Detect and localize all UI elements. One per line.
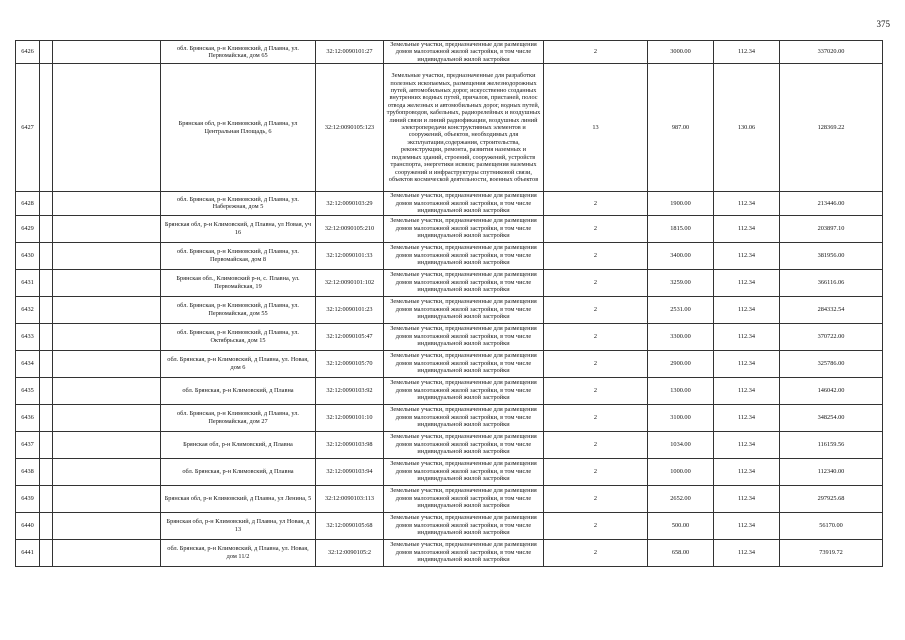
table-row [16,539,883,566]
cadastral-value-cell: 370722.00 [780,323,883,350]
rate-cell: 112.34 [714,404,780,431]
group-cell: 2 [544,431,648,458]
group-cell: 2 [544,350,648,377]
rate-cell: 112.34 [714,215,780,242]
spacer-cell [40,242,53,269]
cadastral-number-cell: 32:12:0090101:10 [316,404,384,431]
rate-cell: 112.34 [714,350,780,377]
cadastral-value-cell: 213446.00 [780,192,883,215]
land-use-cell: Земельные участки, предназначенные для размещения домов малоэтажной жилой застройки, в том числе индивидуальной жилой застройки [384,377,544,404]
spacer-cell [53,431,161,458]
row-number: 6426 [16,41,40,64]
table-body [16,41,883,567]
cadastral-value-cell: 146042.00 [780,377,883,404]
table-row [16,215,883,242]
group-cell: 2 [544,215,648,242]
table-row [16,296,883,323]
area-cell: 1815.00 [648,215,714,242]
cadastral-number-cell: 32:12:0090105:123 [316,64,384,192]
address-cell: обл. Брянская, р-н Климовский, д Плавна, ул. Первомайская, дом 8 [161,242,316,269]
rate-cell: 130.06 [714,64,780,192]
address-cell: обл. Брянская, р-н Климовский, д Плавна, ул. Октябрьская, дом 15 [161,323,316,350]
land-use-cell: Земельные участки, предназначенные для размещения домов малоэтажной жилой застройки, в том числе индивидуальной жилой застройки [384,458,544,485]
rate-cell: 112.34 [714,242,780,269]
cadastral-value-cell: 297925.68 [780,485,883,512]
spacer-cell [53,41,161,64]
cadastral-number-cell: 32:12:0090105:68 [316,512,384,539]
row-number: 6429 [16,215,40,242]
spacer-cell [40,323,53,350]
group-cell: 2 [544,269,648,296]
row-number: 6430 [16,242,40,269]
cadastral-value-cell: 366116.06 [780,269,883,296]
address-cell: Брянская обл, р-н Климовский, д Плавна, ул Новая, уч 16 [161,215,316,242]
land-use-cell: Земельные участки, предназначенные для размещения домов малоэтажной жилой застройки, в том числе индивидуальной жилой застройки [384,350,544,377]
cadastral-value-cell: 337020.00 [780,41,883,64]
cadastral-number-cell: 32:12:0090101:27 [316,41,384,64]
rate-cell: 112.34 [714,192,780,215]
group-cell: 2 [544,512,648,539]
land-use-cell: Земельные участки, предназначенные для размещения домов малоэтажной жилой застройки, в том числе индивидуальной жилой застройки [384,215,544,242]
cadastral-number-cell: 32:12:0090101:102 [316,269,384,296]
spacer-cell [53,458,161,485]
land-use-cell: Земельные участки, предназначенные для размещения домов малоэтажной жилой застройки, в том числе индивидуальной жилой застройки [384,192,544,215]
row-number: 6432 [16,296,40,323]
land-use-cell: Земельные участки, предназначенные для размещения домов малоэтажной жилой застройки, в том числе индивидуальной жилой застройки [384,296,544,323]
address-cell: обл. Брянская, р-н Климовский, д Плавна, ул. Набережная, дом 5 [161,192,316,215]
spacer-cell [40,269,53,296]
row-number: 6433 [16,323,40,350]
land-use-cell: Земельные участки, предназначенные для размещения домов малоэтажной жилой застройки, в том числе индивидуальной жилой застройки [384,512,544,539]
group-cell: 2 [544,404,648,431]
cadastral-number-cell: 32:12:0090105:210 [316,215,384,242]
address-cell: обл. Брянская, р-н Климовский, д Плавна, ул. Новая, дом 6 [161,350,316,377]
address-cell: обл. Брянская, р-н Климовский, д Плавна, ул. Первомайская, дом 55 [161,296,316,323]
group-cell: 2 [544,485,648,512]
row-number: 6427 [16,64,40,192]
spacer-cell [53,539,161,566]
area-cell: 987.00 [648,64,714,192]
table-row [16,458,883,485]
spacer-cell [53,404,161,431]
spacer-cell [40,296,53,323]
address-cell: обл. Брянская, р-н Климовский, д Плавна, ул. Первомайская, дом 27 [161,404,316,431]
spacer-cell [40,539,53,566]
spacer-cell [40,41,53,64]
group-cell: 13 [544,64,648,192]
group-cell: 2 [544,192,648,215]
cadastral-number-cell: 32:12:0090101:23 [316,296,384,323]
table-row [16,485,883,512]
row-number: 6435 [16,377,40,404]
cadastral-number-cell: 32:12:0090105:70 [316,350,384,377]
spacer-cell [40,512,53,539]
rate-cell: 112.34 [714,512,780,539]
spacer-cell [53,215,161,242]
cadastral-number-cell: 32:12:0090103:29 [316,192,384,215]
group-cell: 2 [544,323,648,350]
row-number: 6436 [16,404,40,431]
page-number: 375 [876,19,890,29]
table-row [16,377,883,404]
group-cell: 2 [544,242,648,269]
land-use-cell: Земельные участки, предназначенные для разработки полезных ископаемых, размещения железнодорожных путей, автомобильных дорог, искусственно созданных внутренних водных путей, причалов, пристаней, полос отвода железных и автомобильных дорог, водных путей, трубопроводов, кабельных, радиорелейных и воздушных линий связи и линий радиофикации, воздушных линий электропередачи конструктивных элементов и сооружений, объектов, необходимых для эксплуатации,содержания, строительства, реконструкции, ремонта, развития наземных и подземных зданий, строений, сооружений, устройств транспорта, энергетики исвязи; размещения наземных сооружений и инфраструктуры спутниковой связи, объектов космической деятельности, военных объектов [384,64,544,192]
area-cell: 3000.00 [648,41,714,64]
table-row [16,404,883,431]
cadastral-value-cell: 348254.00 [780,404,883,431]
area-cell: 1034.00 [648,431,714,458]
spacer-cell [40,350,53,377]
rate-cell: 112.34 [714,323,780,350]
address-cell: Брянская обл, р-н Климовский, д Плавна [161,431,316,458]
area-cell: 1300.00 [648,377,714,404]
area-cell: 2652.00 [648,485,714,512]
spacer-cell [53,323,161,350]
cadastral-number-cell: 32:12:0090103:94 [316,458,384,485]
spacer-cell [40,404,53,431]
group-cell: 2 [544,539,648,566]
cadastral-value-cell: 112340.00 [780,458,883,485]
rate-cell: 112.34 [714,377,780,404]
rate-cell: 112.34 [714,41,780,64]
land-use-cell: Земельные участки, предназначенные для размещения домов малоэтажной жилой застройки, в том числе индивидуальной жилой застройки [384,539,544,566]
table-row [16,192,883,215]
cadastral-value-cell: 116159.56 [780,431,883,458]
cadastral-number-cell: 32:12:0090105:47 [316,323,384,350]
row-number: 6439 [16,485,40,512]
spacer-cell [40,215,53,242]
cadastral-number-cell: 32:12:0090103:98 [316,431,384,458]
table-row [16,350,883,377]
area-cell: 2531.00 [648,296,714,323]
row-number: 6441 [16,539,40,566]
land-use-cell: Земельные участки, предназначенные для размещения домов малоэтажной жилой застройки, в том числе индивидуальной жилой застройки [384,431,544,458]
land-use-cell: Земельные участки, предназначенные для размещения домов малоэтажной жилой застройки, в том числе индивидуальной жилой застройки [384,323,544,350]
cadastral-value-cell: 56170.00 [780,512,883,539]
address-cell: Брянская обл, р-н Климовский, д Плавна, ул Центральная Площадь, 6 [161,64,316,192]
spacer-cell [40,377,53,404]
area-cell: 3100.00 [648,404,714,431]
cadastral-number-cell: 32:12:0090103:113 [316,485,384,512]
row-number: 6437 [16,431,40,458]
table-row [16,242,883,269]
spacer-cell [53,350,161,377]
address-cell: Брянская обл, р-н Климовский, д Плавна, ул Ленина, 5 [161,485,316,512]
area-cell: 3259.00 [648,269,714,296]
area-cell: 2900.00 [648,350,714,377]
rate-cell: 112.34 [714,431,780,458]
cadastral-value-cell: 381956.00 [780,242,883,269]
group-cell: 2 [544,296,648,323]
spacer-cell [40,192,53,215]
area-cell: 1000.00 [648,458,714,485]
row-number: 6440 [16,512,40,539]
rate-cell: 112.34 [714,269,780,296]
cadastral-value-cell: 284332.54 [780,296,883,323]
table-row [16,431,883,458]
area-cell: 500.00 [648,512,714,539]
group-cell: 2 [544,458,648,485]
rate-cell: 112.34 [714,485,780,512]
spacer-cell [53,485,161,512]
table-row [16,512,883,539]
land-use-cell: Земельные участки, предназначенные для размещения домов малоэтажной жилой застройки, в том числе индивидуальной жилой застройки [384,242,544,269]
cadastral-number-cell: 32:12:0090105:2 [316,539,384,566]
land-use-cell: Земельные участки, предназначенные для размещения домов малоэтажной жилой застройки, в том числе индивидуальной жилой застройки [384,485,544,512]
address-cell: обл. Брянская, р-н Климовский, д Плавна [161,377,316,404]
row-number: 6438 [16,458,40,485]
spacer-cell [53,377,161,404]
land-registry-table [15,40,883,567]
table-row [16,269,883,296]
cadastral-value-cell: 325786.00 [780,350,883,377]
row-number: 6434 [16,350,40,377]
address-cell: обл. Брянская, р-н Климовский, д Плавна, ул. Первомайская, дом 65 [161,41,316,64]
cadastral-value-cell: 203897.10 [780,215,883,242]
area-cell: 1900.00 [648,192,714,215]
land-use-cell: Земельные участки, предназначенные для размещения домов малоэтажной жилой застройки, в том числе индивидуальной жилой застройки [384,404,544,431]
group-cell: 2 [544,41,648,64]
address-cell: обл. Брянская, р-н Климовский, д Плавна, ул. Новая, дом 11/2 [161,539,316,566]
cadastral-value-cell: 73919.72 [780,539,883,566]
rate-cell: 112.34 [714,539,780,566]
spacer-cell [40,431,53,458]
cadastral-number-cell: 32:12:0090101:33 [316,242,384,269]
area-cell: 658.00 [648,539,714,566]
spacer-cell [53,242,161,269]
spacer-cell [40,458,53,485]
table-row [16,64,883,192]
area-cell: 3400.00 [648,242,714,269]
land-use-cell: Земельные участки, предназначенные для размещения домов малоэтажной жилой застройки, в том числе индивидуальной жилой застройки [384,269,544,296]
spacer-cell [53,512,161,539]
spacer-cell [53,192,161,215]
spacer-cell [40,64,53,192]
row-number: 6428 [16,192,40,215]
row-number: 6431 [16,269,40,296]
spacer-cell [53,269,161,296]
address-cell: Брянская обл, р-н Климовский, д Плавна, ул Новая, д 13 [161,512,316,539]
address-cell: Брянская обл., Климовский р-н, с. Плавна, ул. Первомайская, 19 [161,269,316,296]
cadastral-value-cell: 128369.22 [780,64,883,192]
cadastral-number-cell: 32:12:0090103:92 [316,377,384,404]
group-cell: 2 [544,377,648,404]
spacer-cell [53,64,161,192]
rate-cell: 112.34 [714,296,780,323]
table-row [16,41,883,64]
table-row [16,323,883,350]
spacer-cell [40,485,53,512]
spacer-cell [53,296,161,323]
land-use-cell: Земельные участки, предназначенные для размещения домов малоэтажной жилой застройки, в том числе индивидуальной жилой застройки [384,41,544,64]
rate-cell: 112.34 [714,458,780,485]
address-cell: обл. Брянская, р-н Климовский, д Плавна [161,458,316,485]
area-cell: 3300.00 [648,323,714,350]
